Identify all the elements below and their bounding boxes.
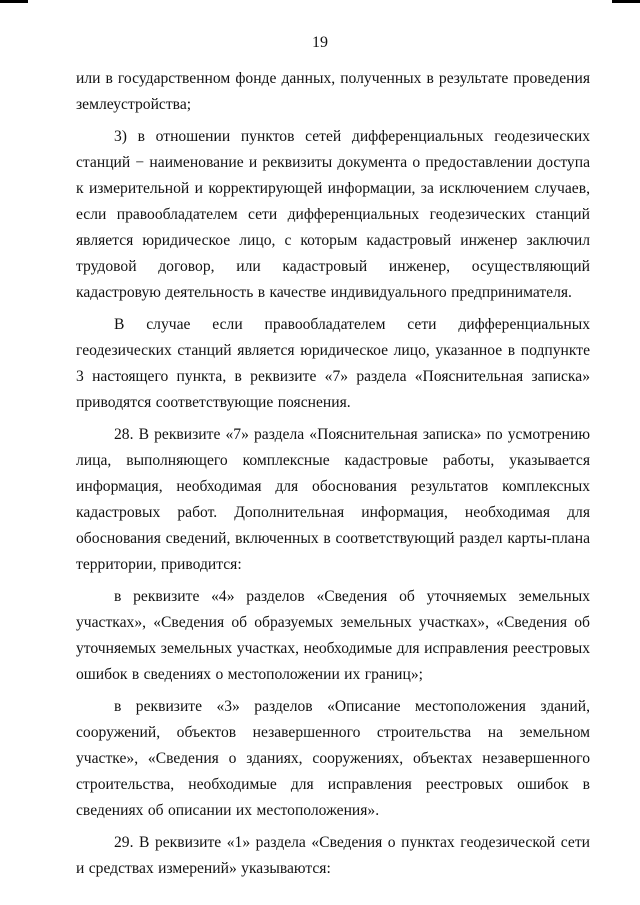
scan-edge-mark-right [612,0,640,3]
document-body [76,66,590,882]
page-number: 19 [312,34,328,51]
paragraph-dgs-note: В случае если правообладателем сети дифференциальных геодезических станций является юридическое лицо, указанное в подпункте 3 настоящего пункта, в реквизите «7» раздела «Пояснительная записка» приводятся соответствующие пояснения. [76,316,590,411]
paragraph-requisite-4: в реквизите «4» разделов «Сведения об уточняемых земельных участках», «Сведения об образуемых земельных участках», «Сведения об уточняемых земельных участках, необходимые для исправления реестровых ошибок в сведениях о местоположении их границ»; [76,588,590,683]
scan-edge-mark-left [0,0,28,3]
paragraph-item-29: 29. В реквизите «1» раздела «Сведения о пунктах геодезической сети и средствах измерений» указываются: [76,834,590,877]
paragraph-item-28: 28. В реквизите «7» раздела «Пояснительная записка» по усмотрению лица, выполняющего комплексные кадастровые работы, указывается информация, необходимая для обоснования результатов комплексных кадастровых работ. Дополнительная информация, необходимая для обоснования сведений, включенных в соответствующий раздел карты-плана территории, приводится: [76,426,590,573]
paragraph-item-3: 3) в отношении пунктов сетей дифференциальных геодезических станций − наименование и реквизиты документа о предоставлении доступа к измерительной и корректирующей информации, за исключением случаев, если правообладателем сети дифференциальных геодезических станций является юридическое лицо, с которым кадастровый инженер заключил трудовой договор, или кадастровый инженер, осуществляющий кадастровую деятельность в качестве индивидуального предпринимателя. [76,128,590,301]
paragraph-requisite-3: в реквизите «3» разделов «Описание местоположения зданий, сооружений, объектов незавершенного строительства на земельном участке», «Сведения о зданиях, сооружениях, объектах незавершенного строительства, необходимые для исправления реестровых ошибок в сведениях об описании их местоположения». [76,698,590,819]
paragraph-continuation: или в государственном фонде данных, полученных в результате проведения землеустройства; [76,70,590,113]
